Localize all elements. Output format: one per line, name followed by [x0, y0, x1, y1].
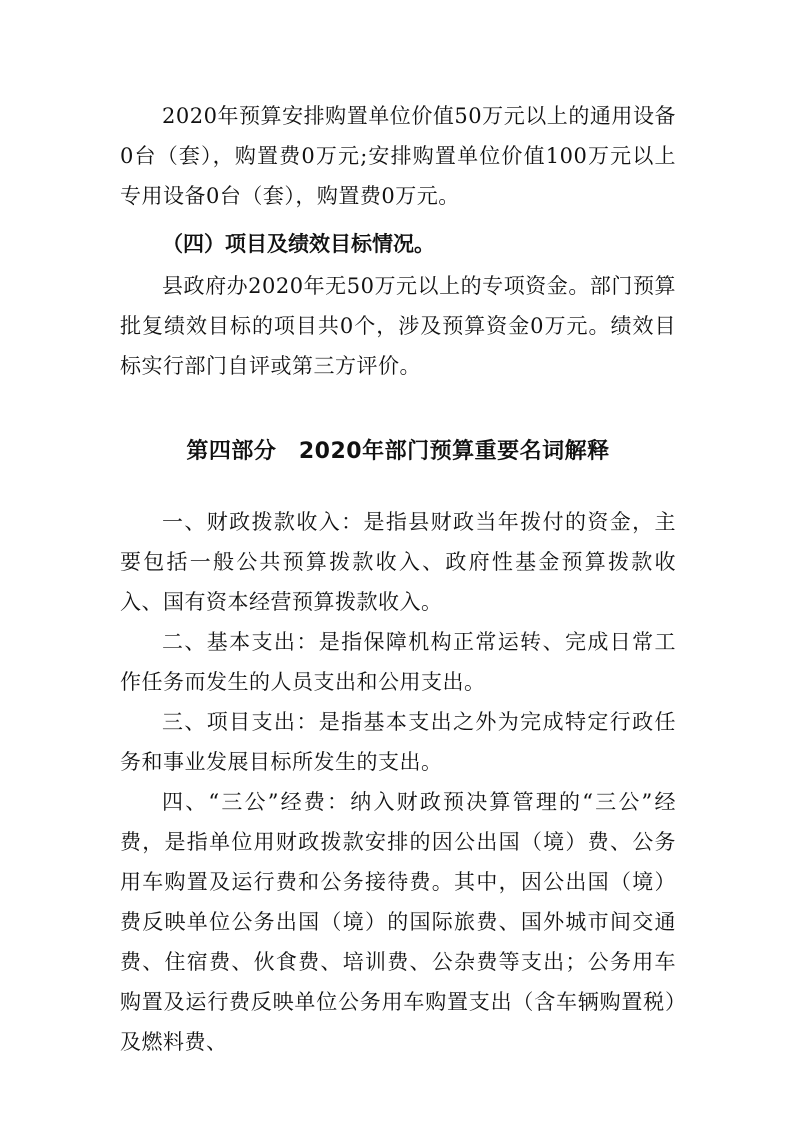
- equipment-purchase-paragraph: 2020年预算安排购置单位价值50万元以上的通用设备0台（套），购置费0万元;安排购置单位价值100万元以上专用设备0台（套），购置费0万元。: [120, 104, 676, 208]
- term-project-expenditure: 三、项目支出：是指基本支出之外为完成特定行政任务和事业发展目标所发生的支出。: [120, 710, 676, 774]
- section-heading-project-targets: （四）项目及绩效目标情况。: [162, 232, 435, 256]
- part-four-title: 第四部分 2020年部门预算重要名词解释: [186, 439, 610, 464]
- term-fiscal-appropriation-income: 一、财政拨款收入：是指县财政当年拨付的资金，主要包括一般公共预算拨款收入、政府性基金预算拨款收入、国有资本经营预算拨款收入。: [120, 510, 676, 614]
- special-funds-paragraph: 县政府办2020年无50万元以上的专项资金。部门预算批复绩效目标的项目共0个，涉及预算资金0万元。绩效目标实行部门自评或第三方评价。: [120, 274, 676, 378]
- term-three-public-expenses: 四、“三公”经费：纳入财政预决算管理的“三公”经费，是指单位用财政拨款安排的因公出国（境）费、公务用车购置及运行费和公务接待费。其中，因公出国（境）费反映单位公务出国（境）的国际旅费、国外城市间交通费、住宿费、伙食费、培训费、公杂费等支出；公务用车购置及运行费反映单位公务用车购置支出（含车辆购置税）及燃料费、: [120, 790, 676, 1054]
- term-basic-expenditure: 二、基本支出：是指保障机构正常运转、完成日常工作任务而发生的人员支出和公用支出。: [120, 630, 676, 694]
